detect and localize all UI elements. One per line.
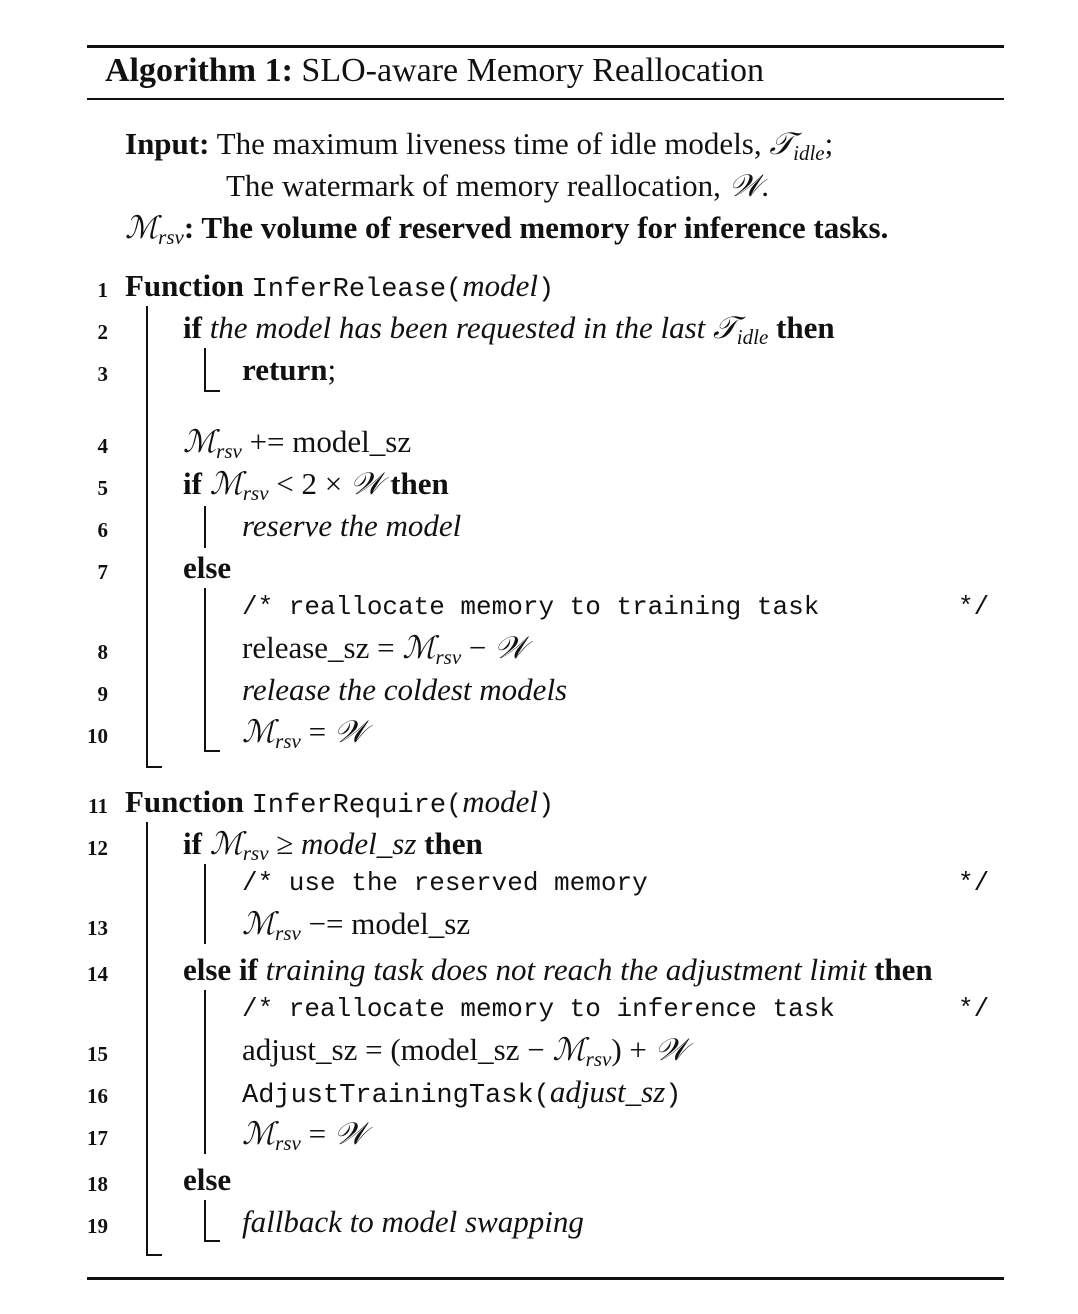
- m-rsv-symbol: ℳ: [242, 1116, 276, 1152]
- code-line-19: fallback to model swapping: [242, 1204, 584, 1239]
- line-number: 14: [87, 962, 108, 986]
- operator: =: [300, 714, 334, 749]
- m-rsv-symbol: ℳ: [552, 1032, 586, 1068]
- function-paren-open: (: [446, 791, 463, 821]
- expression: < 2 ×: [268, 466, 350, 501]
- keyword-then: then: [776, 310, 835, 345]
- operator: ) +: [611, 1032, 655, 1067]
- line-number: 4: [97, 434, 108, 458]
- comment-1: /* reallocate memory to training task: [242, 592, 820, 622]
- block-line-else7: [204, 588, 206, 752]
- w-symbol: 𝒲: [333, 1116, 367, 1152]
- block-line-elseif14: [204, 990, 206, 1154]
- comment-end-3: */: [958, 994, 990, 1024]
- function-infer-require: [125, 786, 554, 820]
- function-paren-close: ): [538, 791, 555, 821]
- comment-2: /* use the reserved memory: [242, 868, 648, 898]
- m-rsv-subscript: rsv: [275, 1131, 301, 1155]
- block-line-f1: [146, 306, 148, 768]
- block-end-else7: [204, 750, 220, 752]
- block-line-f2: [146, 822, 148, 1256]
- m-rsv-subscript: rsv: [435, 645, 462, 669]
- input-punct-2: .: [761, 168, 769, 203]
- line-number: 15: [87, 1042, 108, 1066]
- code-line-5: [183, 466, 449, 505]
- code-line-6: reserve the model: [242, 508, 462, 543]
- comment-end-1: */: [958, 592, 990, 622]
- input-text-3: : The volume of reserved memory for inference tasks.: [183, 210, 889, 245]
- function-infer-release: [125, 270, 554, 304]
- code-line-7: else: [183, 550, 232, 585]
- function-name: InferRequire: [251, 791, 447, 821]
- m-rsv-subscript: rsv: [585, 1047, 612, 1071]
- function-name: InferRelease: [251, 275, 447, 305]
- line-number: 8: [97, 640, 108, 664]
- code-line-15: [242, 1032, 688, 1071]
- keyword-return: return: [242, 352, 328, 387]
- code-line-14: [183, 954, 933, 985]
- m-rsv-subscript: rsv: [216, 439, 242, 463]
- m-rsv-subscript: rsv: [275, 729, 301, 753]
- w-symbol: 𝒲: [654, 1032, 688, 1068]
- m-rsv-symbol: ℳ: [209, 826, 243, 862]
- w-symbol: 𝒲: [333, 714, 367, 750]
- keyword-then: then: [424, 826, 483, 861]
- expression: −= model_sz: [300, 906, 471, 941]
- keyword-if: if: [183, 466, 202, 501]
- line-number: 10: [87, 724, 108, 748]
- input-text-1: The maximum liveness time of idle models,: [216, 126, 762, 161]
- function-arg: model: [462, 784, 539, 819]
- algorithm-title: [105, 52, 764, 90]
- m-rsv-symbol: ℳ: [209, 466, 243, 502]
- m-rsv-symbol: ℳ: [402, 630, 436, 666]
- code-line-2: [183, 310, 835, 349]
- line-number: 13: [87, 916, 108, 940]
- comment-end-2: */: [958, 868, 990, 898]
- t-idle-subscript: idle: [793, 141, 825, 165]
- code-line-9: release the coldest models: [242, 672, 568, 707]
- input-line-3: [125, 210, 889, 249]
- variable: model_sz: [301, 826, 417, 861]
- line-number: 1: [97, 278, 108, 302]
- top-rule: [87, 45, 1004, 48]
- function-call: AdjustTrainingTask: [242, 1081, 534, 1111]
- function-paren-close: ): [538, 275, 555, 305]
- function-paren-open: (: [446, 275, 463, 305]
- w-symbol: 𝒲: [349, 466, 383, 502]
- function-arg: adjust_sz: [549, 1074, 666, 1109]
- operator: =: [300, 1116, 334, 1151]
- title-rule: [87, 98, 1004, 100]
- w-symbol: 𝒲: [728, 168, 762, 204]
- input-line-1: [125, 126, 834, 165]
- keyword-then: then: [874, 952, 933, 987]
- condition-text: the model has been requested in the last: [209, 310, 706, 345]
- line-number: 3: [97, 362, 108, 386]
- code-line-12: [183, 826, 483, 865]
- algorithm-label: Algorithm 1:: [105, 52, 293, 89]
- m-rsv-symbol: ℳ: [242, 714, 276, 750]
- block-end-f1: [146, 766, 162, 768]
- line-number: 17: [87, 1126, 108, 1150]
- input-text-2: The watermark of memory reallocation,: [226, 168, 721, 203]
- code-line-18: else: [183, 1162, 232, 1197]
- line-number: 11: [88, 794, 108, 818]
- m-rsv-subscript: rsv: [275, 921, 301, 945]
- w-symbol: 𝒲: [494, 630, 527, 666]
- keyword-if: if: [183, 826, 202, 861]
- t-idle-symbol: 𝒯: [769, 126, 794, 162]
- m-rsv-symbol: ℳ: [183, 424, 217, 460]
- condition-text: training task does not reach the adjustment limit: [265, 952, 867, 987]
- line-number: 7: [97, 560, 108, 584]
- expression: adjust_sz = (model_sz −: [242, 1032, 553, 1067]
- code-line-8: [242, 630, 527, 669]
- line-number: 2: [97, 320, 108, 344]
- code-line-13: [242, 906, 471, 945]
- function-paren-open: (: [533, 1081, 550, 1111]
- block-line-if2: [204, 348, 206, 392]
- block-end-f2: [146, 1254, 162, 1256]
- input-label: Input:: [125, 126, 210, 161]
- comment-3: /* reallocate memory to inference task: [242, 994, 835, 1024]
- m-rsv-symbol: ℳ: [125, 210, 159, 246]
- t-idle-symbol: 𝒯: [713, 310, 737, 346]
- code-line-4: [183, 424, 412, 463]
- block-line-if12: [204, 864, 206, 944]
- keyword-else-if: else if: [183, 952, 258, 987]
- line-number: 9: [97, 682, 108, 706]
- line-number: 12: [87, 836, 108, 860]
- keyword-if: if: [183, 310, 202, 345]
- function-arg: model: [462, 268, 539, 303]
- code-line-17: [242, 1116, 367, 1155]
- t-idle-subscript: idle: [736, 325, 769, 349]
- code-line-3: [242, 354, 336, 385]
- block-line-if5: [204, 506, 206, 548]
- line-number: 6: [97, 518, 108, 542]
- m-rsv-subscript: rsv: [242, 481, 269, 505]
- algorithm-name: SLO-aware Memory Reallocation: [301, 52, 765, 89]
- operator: −: [461, 630, 495, 665]
- input-punct-1: ;: [824, 126, 834, 161]
- line-number: 5: [97, 476, 108, 500]
- block-line-else18: [204, 1200, 206, 1242]
- keyword-function: Function: [125, 268, 244, 303]
- code-line-10: [242, 714, 367, 753]
- operator: ≥: [268, 826, 302, 861]
- expression: release_sz =: [242, 630, 403, 665]
- function-paren-close: ): [665, 1081, 682, 1111]
- bottom-rule: [87, 1277, 1004, 1280]
- block-end-if2: [204, 390, 220, 392]
- m-rsv-symbol: ℳ: [242, 906, 276, 942]
- m-rsv-subscript: rsv: [242, 841, 269, 865]
- line-number: 18: [87, 1172, 108, 1196]
- line-number: 19: [87, 1214, 108, 1238]
- expression: += model_sz: [241, 424, 412, 459]
- keyword-then: then: [390, 466, 449, 501]
- m-rsv-subscript: rsv: [158, 225, 184, 249]
- line-number: 16: [87, 1084, 108, 1108]
- semicolon: ;: [327, 352, 337, 387]
- keyword-function: Function: [125, 784, 244, 819]
- block-end-else18: [204, 1240, 220, 1242]
- code-line-16: [242, 1076, 681, 1110]
- input-line-2: [226, 170, 769, 202]
